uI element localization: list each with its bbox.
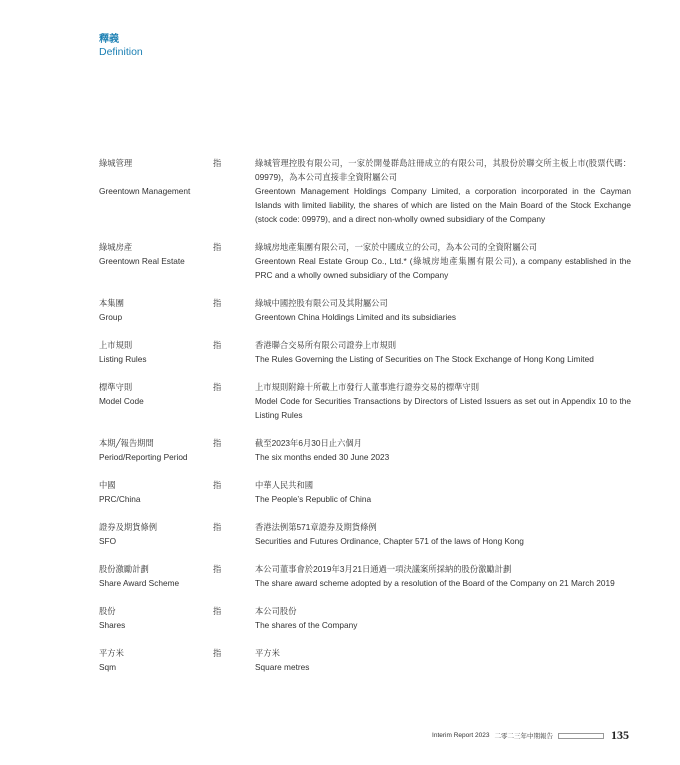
footer-decorative-bar (558, 733, 604, 739)
term-en: Shares (99, 620, 126, 630)
means-marker: 指 (213, 298, 222, 308)
term-en: Period/Reporting Period (99, 452, 188, 462)
page-number: 135 (611, 728, 629, 742)
term-zh: 中國 (99, 480, 116, 490)
desc-en: Greentown Real Estate Group Co., Ltd.* (綠城房地產集團有限公司), a company established in the PRC and a wholly owned subsidiary of the Company (255, 256, 631, 280)
means-marker: 指 (213, 382, 222, 392)
term-en: Sqm (99, 662, 117, 672)
definition-entry (99, 338, 631, 366)
term-en: PRC/China (99, 494, 141, 504)
means-marker: 指 (213, 522, 222, 532)
desc-zh: 綠城管理控股有限公司，一家於開曼群島註冊成立的有限公司，其股份於聯交所主板上市(股票代碼：09979)，為本公司直接非全資附屬公司 (255, 158, 631, 182)
means-marker: 指 (213, 340, 222, 350)
term-en: Greentown Management (99, 186, 191, 196)
definition-entry (99, 436, 631, 464)
desc-zh: 截至2023年6月30日止六個月 (255, 438, 362, 448)
section-title-en: Definition (99, 46, 143, 58)
desc-zh: 香港聯合交易所有限公司證券上市規則 (255, 340, 397, 350)
definition-entry (99, 478, 631, 506)
term-zh: 綠城管理 (99, 158, 133, 168)
means-marker: 指 (213, 242, 222, 252)
term-zh: 上市規則 (99, 340, 133, 350)
means-marker: 指 (213, 606, 222, 616)
report-name: Interim Report 2023 (432, 732, 490, 739)
term-en: SFO (99, 536, 117, 546)
means-marker: 指 (213, 158, 222, 168)
desc-zh: 本公司股份 (255, 606, 297, 616)
desc-en: Greentown Management Holdings Company Limited, a corporation incorporated in the Cayman Islands with limited liability, the shares of which are listed on the Main Board of the Stock Exchange (stock code: 09979), and a direct non-wholly owned subsidiary of the Company (255, 186, 631, 224)
term-en: Group (99, 312, 123, 322)
term-zh: 股份 (99, 606, 116, 616)
desc-zh: 本公司董事會於2019年3月21日通過一項決議案所採納的股份激勵計劃 (255, 564, 512, 574)
desc-zh: 中華人民共和國 (255, 480, 314, 490)
desc-en: Model Code for Securities Transactions by Directors of Listed Issuers as set out in Appendix 10 to the Listing Rules (255, 396, 631, 420)
desc-en: The Rules Governing the Listing of Securities on The Stock Exchange of Hong Kong Limited (255, 354, 594, 364)
desc-en: The People’s Republic of China (255, 494, 372, 504)
desc-en: The share award scheme adopted by a resolution of the Board of the Company on 21 March 2019 (255, 578, 615, 588)
term-zh: 股份激勵計劃 (99, 564, 149, 574)
term-zh: 證券及期貨條例 (99, 522, 158, 532)
desc-en: Securities and Futures Ordinance, Chapter 571 of the laws of Hong Kong (255, 536, 524, 546)
report-name-zh: 二零二三年中期報告 (494, 733, 553, 740)
definition-entry (99, 604, 631, 632)
term-zh: 本期╱報告期間 (99, 438, 154, 448)
term-en: Listing Rules (99, 354, 147, 364)
definition-entry (99, 156, 631, 226)
term-en: Greentown Real Estate (99, 256, 185, 266)
term-zh: 本集團 (99, 298, 124, 308)
term-zh: 綠城房產 (99, 242, 133, 252)
means-marker: 指 (213, 480, 222, 490)
page-header (99, 33, 143, 59)
desc-zh: 綠城中國控股有限公司及其附屬公司 (255, 298, 388, 308)
means-marker: 指 (213, 438, 222, 448)
term-en: Share Award Scheme (99, 578, 180, 588)
term-zh: 平方米 (99, 648, 124, 658)
definition-entry (99, 562, 631, 590)
desc-en: Square metres (255, 662, 310, 672)
section-title-zh: 釋義 (99, 34, 119, 45)
definition-entry (99, 296, 631, 324)
means-marker: 指 (213, 648, 222, 658)
definition-entry (99, 380, 631, 422)
definitions-list (99, 156, 631, 674)
desc-en: The six months ended 30 June 2023 (255, 452, 390, 462)
definition-entry (99, 520, 631, 548)
desc-zh: 上市規則附錄十所載上市發行人董事進行證券交易的標準守則 (255, 382, 480, 392)
page-footer (432, 728, 629, 743)
definition-entry (99, 240, 631, 282)
desc-zh: 平方米 (255, 648, 280, 658)
desc-zh: 綠城房地產集團有限公司，一家於中國成立的公司，為本公司的全資附屬公司 (255, 242, 538, 252)
means-marker: 指 (213, 564, 222, 574)
desc-en: Greentown China Holdings Limited and its subsidiaries (255, 312, 457, 322)
term-en: Model Code (99, 396, 144, 406)
desc-zh: 香港法例第571章證券及期貨條例 (255, 522, 377, 532)
term-zh: 標準守則 (99, 382, 133, 392)
definition-entry (99, 646, 631, 674)
desc-en: The shares of the Company (255, 620, 358, 630)
